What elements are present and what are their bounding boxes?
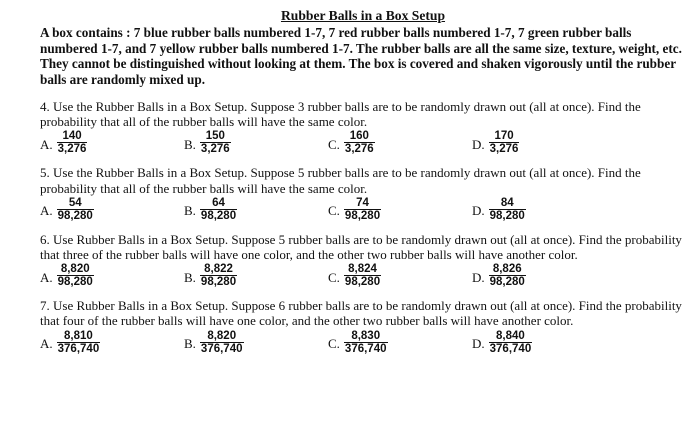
- fraction: [489, 330, 533, 355]
- numerator: 8,822: [204, 263, 233, 276]
- fraction: [344, 197, 381, 222]
- numerator: 8,810: [64, 329, 93, 342]
- denominator: 98,280: [200, 276, 237, 289]
- choice-a[interactable]: [40, 330, 184, 355]
- numerator: 8,820: [207, 329, 237, 342]
- choice-d[interactable]: [472, 330, 616, 355]
- choice-letter: A.: [40, 136, 53, 152]
- choice-letter: D.: [472, 269, 485, 285]
- fraction: [57, 330, 101, 355]
- choice-b[interactable]: [184, 197, 328, 222]
- fraction: [200, 263, 237, 288]
- choice-letter: B.: [184, 269, 196, 285]
- denominator: 98,280: [57, 209, 93, 222]
- answer-choices: [40, 130, 686, 155]
- denominator: 98,280: [489, 276, 525, 289]
- denominator: 98,280: [344, 209, 381, 222]
- denominator: 3,276: [57, 143, 87, 156]
- choice-letter: B.: [184, 136, 196, 152]
- denominator: 3,276: [344, 143, 374, 156]
- question-text: 6. Use Rubber Balls in a Box Setup. Suppose 5 rubber balls are to be randomly drawn out (all at once). Find the probability that three of the rubber balls will have one color, and the other two rubber balls will have another color.: [40, 231, 682, 263]
- choice-b[interactable]: [184, 330, 328, 355]
- choice-b[interactable]: [184, 263, 328, 288]
- document-title: Rubber Balls in a Box Setup: [280, 8, 446, 23]
- fraction: [57, 197, 94, 222]
- choice-letter: B.: [184, 336, 196, 352]
- fraction: [57, 263, 94, 288]
- denominator: 98,280: [489, 209, 525, 222]
- numerator: 84: [500, 196, 514, 209]
- question-text: 4. Use the Rubber Balls in a Box Setup. Suppose 3 rubber balls are to be randomly drawn out (all at once). Find the probability that all of the rubber balls will have the same color.: [40, 99, 641, 130]
- choice-c[interactable]: [328, 130, 472, 155]
- choice-letter: D.: [472, 336, 485, 352]
- numerator: 8,824: [348, 263, 377, 276]
- numerator: 8,826: [492, 263, 522, 276]
- numerator: 74: [356, 196, 369, 209]
- fraction: [489, 130, 520, 155]
- numerator: 54: [68, 196, 82, 209]
- choice-c[interactable]: [328, 197, 472, 222]
- fraction: [200, 197, 237, 222]
- answer-choices: [40, 330, 686, 355]
- choice-a[interactable]: [40, 197, 184, 222]
- choice-c[interactable]: [328, 330, 472, 355]
- denominator: 98,280: [200, 209, 237, 222]
- numerator: 8,820: [60, 263, 90, 276]
- fraction: [344, 130, 375, 155]
- fraction: [344, 263, 381, 288]
- answer-choices: [40, 197, 686, 222]
- choice-d[interactable]: [472, 263, 616, 288]
- choice-letter: D.: [472, 203, 485, 219]
- fraction: [344, 330, 388, 355]
- fraction: [200, 330, 244, 355]
- denominator: 376,740: [200, 342, 243, 355]
- choice-letter: C.: [328, 336, 340, 352]
- choice-letter: A.: [40, 336, 53, 352]
- fraction: [200, 130, 231, 155]
- choice-c[interactable]: [328, 263, 472, 288]
- numerator: 160: [349, 130, 369, 143]
- choice-letter: B.: [184, 203, 196, 219]
- question-6: [40, 232, 686, 288]
- question-4: [40, 99, 686, 155]
- denominator: 3,276: [200, 143, 230, 156]
- numerator: 150: [205, 130, 225, 143]
- choice-d[interactable]: [472, 197, 616, 222]
- setup-paragraph: A box contains : 7 blue rubber balls numbered 1-7, 7 red rubber balls numbered 1-7, 7 green rubber balls numbered 1-7, and 7 yellow rubber balls numbered 1-7. The rubber balls are all the same size, texture, weight, etc. They cannot be distinguished without looking at them. The box is covered and shaken vigorously until the rubber balls are randomly mixed up.: [40, 25, 682, 87]
- choice-letter: A.: [40, 269, 53, 285]
- denominator: 98,280: [57, 276, 93, 289]
- denominator: 376,740: [344, 342, 387, 355]
- denominator: 98,280: [344, 276, 381, 289]
- fraction: [489, 263, 526, 288]
- choice-d[interactable]: [472, 130, 616, 155]
- choice-b[interactable]: [184, 130, 328, 155]
- denominator: 376,740: [489, 342, 532, 355]
- choice-letter: D.: [472, 136, 485, 152]
- choice-a[interactable]: [40, 130, 184, 155]
- choice-letter: C.: [328, 269, 340, 285]
- numerator: 8,840: [496, 329, 525, 342]
- answer-choices: [40, 263, 686, 288]
- choice-letter: C.: [328, 203, 340, 219]
- denominator: 3,276: [489, 143, 519, 156]
- numerator: 64: [212, 196, 225, 209]
- numerator: 8,830: [351, 329, 381, 342]
- question-text: 5. Use the Rubber Balls in a Box Setup. Suppose 5 rubber balls are to be randomly drawn out (all at once). Find the probability that all of the rubber balls will have the same color.: [40, 165, 641, 196]
- question-5: [40, 165, 686, 221]
- numerator: 170: [494, 130, 514, 143]
- question-7: [40, 298, 686, 354]
- question-text: 7. Use Rubber Balls in a Box Setup. Suppose 6 rubber balls are to be randomly drawn out (all at once). Find the probability that four of the rubber balls will have one color, and the other two rubber balls will have another color.: [40, 298, 682, 329]
- fraction: [489, 197, 526, 222]
- fraction: [57, 130, 88, 155]
- denominator: 376,740: [57, 342, 100, 355]
- choice-letter: A.: [40, 203, 53, 219]
- choice-letter: C.: [328, 136, 340, 152]
- choice-a[interactable]: [40, 263, 184, 288]
- numerator: 140: [62, 130, 82, 143]
